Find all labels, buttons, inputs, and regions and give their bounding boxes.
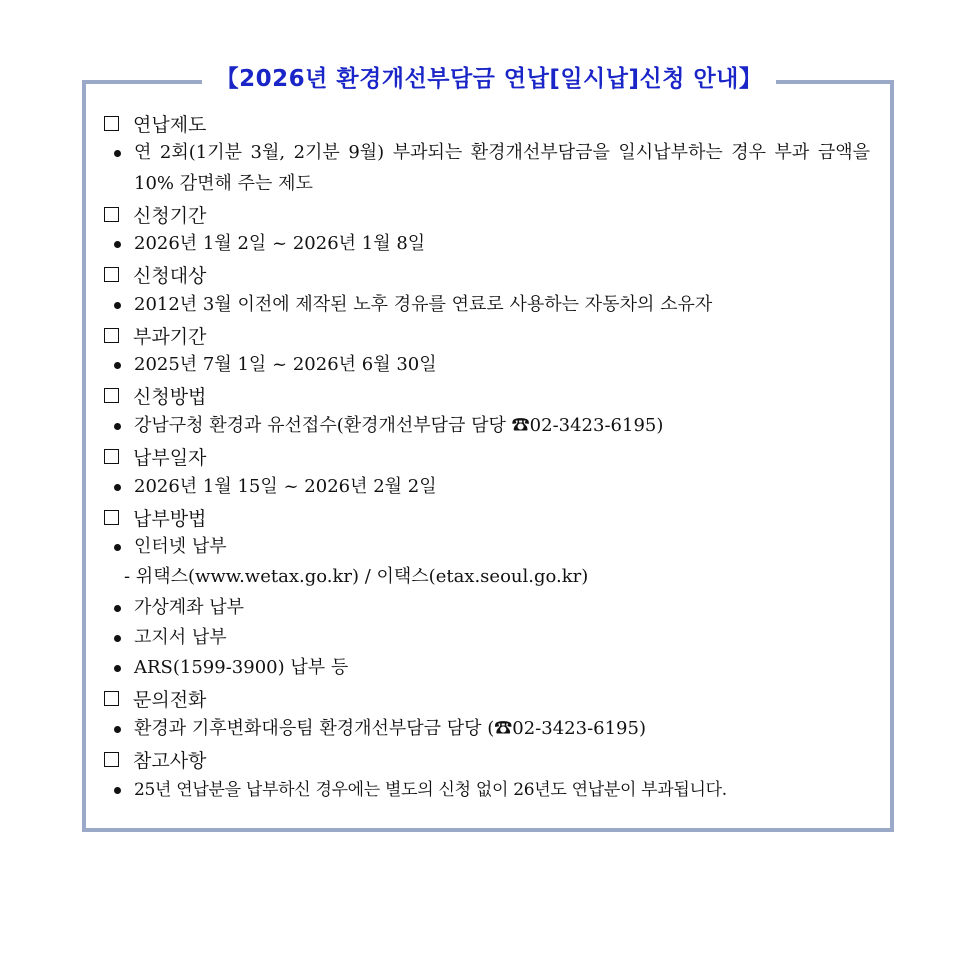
section-levy-period bbox=[104, 320, 884, 381]
list-item: 2026년 1월 15일 ~ 2026년 2월 2일 bbox=[134, 475, 437, 497]
section-heading: 신청대상 bbox=[133, 265, 207, 288]
section-payment-dates bbox=[104, 441, 884, 502]
section-heading: 부과기간 bbox=[133, 325, 207, 348]
section-application-period bbox=[104, 199, 884, 260]
checkbox-icon bbox=[104, 449, 119, 464]
bullet-icon bbox=[114, 726, 121, 733]
section-eligibility bbox=[104, 259, 884, 320]
bullet-icon bbox=[114, 484, 121, 491]
bullet-icon bbox=[114, 362, 121, 369]
list-item: 인터넷 납부 bbox=[134, 536, 227, 558]
section-heading: 납부방법 bbox=[133, 507, 207, 530]
list-item: ARS(1599-3900) 납부 등 bbox=[134, 657, 349, 679]
checkbox-icon bbox=[104, 207, 119, 222]
list-item: 환경과 기후변화대응팀 환경개선부담금 담당 (☎02-3423-6195) bbox=[134, 717, 646, 739]
section-heading: 연납제도 bbox=[133, 113, 207, 136]
section-heading: 참고사항 bbox=[133, 749, 207, 772]
bullet-icon bbox=[114, 423, 121, 430]
bullet-icon bbox=[114, 150, 121, 157]
section-heading: 신청방법 bbox=[133, 386, 207, 409]
list-item: 2025년 7월 1일 ~ 2026년 6월 30일 bbox=[134, 354, 437, 376]
bullet-icon bbox=[114, 302, 121, 309]
page-title: 【2026년 환경개선부담금 연납[일시납]신청 안내】 bbox=[202, 60, 777, 98]
list-item: 2012년 3월 이전에 제작된 노후 경유를 연료로 사용하는 자동차의 소유자 bbox=[134, 293, 713, 315]
section-installment-system bbox=[104, 108, 884, 199]
section-contact bbox=[104, 684, 884, 745]
list-item: 고지서 납부 bbox=[134, 627, 227, 649]
checkbox-icon bbox=[104, 116, 119, 131]
bullet-icon bbox=[114, 787, 121, 794]
list-item: 2026년 1월 2일 ~ 2026년 1월 8일 bbox=[134, 233, 426, 255]
section-heading: 납부일자 bbox=[133, 446, 207, 469]
section-notes bbox=[104, 744, 884, 805]
bullet-icon bbox=[114, 605, 121, 612]
checkbox-icon bbox=[104, 691, 119, 706]
section-heading: 문의전화 bbox=[133, 689, 207, 712]
section-payment-method bbox=[104, 502, 884, 684]
sub-item: - 위택스(www.wetax.go.kr) / 이택스(etax.seoul.go.kr) bbox=[124, 566, 589, 588]
checkbox-icon bbox=[104, 752, 119, 767]
bullet-icon bbox=[114, 241, 121, 248]
list-item: 가상계좌 납부 bbox=[134, 596, 245, 618]
checkbox-icon bbox=[104, 328, 119, 343]
section-heading: 신청기간 bbox=[133, 204, 207, 227]
list-item: 25년 연납분을 납부하신 경우에는 별도의 신청 없이 26년도 연납분이 부과됩니다. bbox=[134, 779, 727, 800]
bullet-icon bbox=[114, 635, 121, 642]
list-item: 강남구청 환경과 유선접수(환경개선부담금 담당 ☎02-3423-6195) bbox=[134, 414, 664, 436]
list-item: 연 2회(1기분 3월, 2기분 9월) 부과되는 환경개선부담금을 일시납부하는 경우 부과 금액을 10% 감면해 주는 제도 bbox=[134, 142, 870, 194]
section-application-method bbox=[104, 381, 884, 442]
bullet-icon bbox=[114, 665, 121, 672]
checkbox-icon bbox=[104, 388, 119, 403]
bullet-icon bbox=[114, 544, 121, 551]
checkbox-icon bbox=[104, 267, 119, 282]
checkbox-icon bbox=[104, 510, 119, 525]
notice-content bbox=[104, 108, 884, 805]
